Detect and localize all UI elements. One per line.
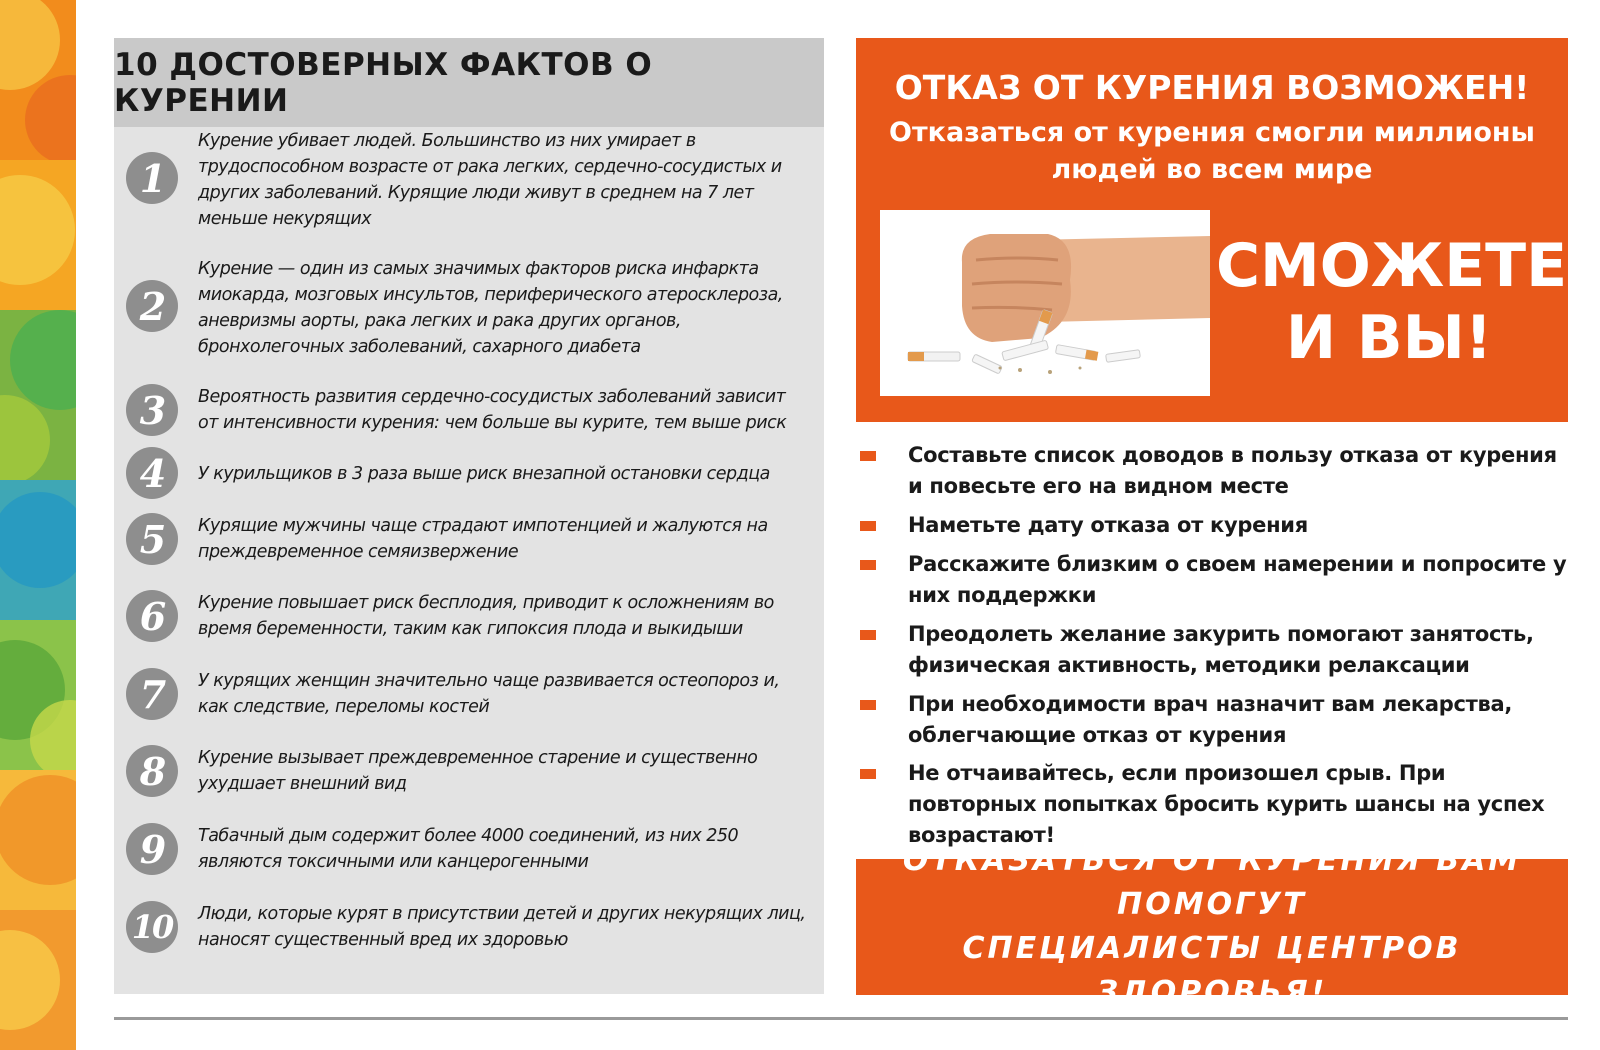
fact-number-badge: 8 [126,745,178,797]
bullet-square-icon [860,521,876,531]
bullet-square-icon [860,451,876,461]
tip-text: Расскажите близким о своем намерении и попросите у них поддержки [908,552,1567,607]
promo-slogan [1216,230,1568,374]
fact-text: Курение убивает людей. Большинство из них умирает в трудоспособном возрасте от рака легких, сердечно-сосудистых и других заболеваний. Курящие люди живут в среднем на 7 лет меньше некурящих [198,131,782,229]
bullet-square-icon [860,700,876,710]
fact-number-badge: 1 [126,152,178,204]
facts-header [114,38,824,127]
fact-text: Курящие мужчины чаще страдают импотенцией и жалуются на преждевременное семяизвержение [198,516,768,562]
fact-number-badge: 7 [126,668,178,720]
promo-title: ОТКАЗ ОТ КУРЕНИЯ ВОЗМОЖЕН! [894,68,1530,107]
help-banner [856,843,1568,1010]
tip-text: Составьте список доводов в пользу отказа от курения и повесьте его на видном месте [908,443,1557,498]
bullet-square-icon [860,769,876,779]
fact-number-badge: 6 [126,590,178,642]
fact-number-badge: 3 [126,384,178,436]
fact-text: Курение повышает риск бесплодия, приводит к осложнениям во время беременности, таким как гипоксия плода и выкидыши [198,593,774,639]
fact-number-badge: 2 [126,280,178,332]
slogan-line-2: И ВЫ! [1285,303,1493,373]
promo-subtitle: Отказаться от курения смогли миллионы людей во всем мире [889,117,1535,185]
tip-text: При необходимости врач назначит вам лекарства, облегчающие отказ от курения [908,692,1513,747]
footer-divider [114,1017,1568,1020]
decorative-side-strip [0,0,76,1050]
fact-text: Люди, которые курят в присутствии детей и других некурящих лиц, наносят существенный вред их здоровью [198,904,806,950]
fact-number-badge: 9 [126,823,178,875]
promo-box [856,38,1568,422]
facts-panel [114,38,824,994]
slogan-line-1: СМОЖЕТЕ [1216,231,1568,301]
banner-line-2: СПЕЦИАЛИСТЫ ЦЕНТРОВ ЗДОРОВЬЯ! [962,931,1462,1010]
bullet-square-icon [860,560,876,570]
banner-line-1: ОТКАЗАТЬСЯ ОТ КУРЕНИЯ ВАМ ПОМОГУТ [902,843,1522,922]
fact-text: Вероятность развития сердечно-сосудистых заболеваний зависит от интенсивности курения: чем больше вы курите, тем выше риск [198,387,787,433]
bullet-square-icon [860,630,876,640]
fact-text: Курение — один из самых значимых факторов риска инфаркта миокарда, мозговых инсультов, периферического атеросклероза, аневризмы аорты, рака легких и рака других органов, бронхолегочных заболеваний, сахарного диабета [198,259,783,357]
fact-text: У курильщиков в 3 раза выше риск внезапной остановки сердца [198,464,770,484]
fist-crushing-cigarettes-image [880,210,1210,396]
fact-number-badge: 5 [126,513,178,565]
fact-number-badge: 10 [126,901,178,953]
facts-title: 10 ДОСТОВЕРНЫХ ФАКТОВ О КУРЕНИИ [114,46,653,119]
fact-text: Табачный дым содержит более 4000 соединений, из них 250 являются токсичными или канцерогенными [198,826,739,872]
tip-text: Преодолеть желание закурить помогают занятость, физическая активность, методики релаксации [908,622,1534,677]
fact-text: Курение вызывает преждевременное старение и существенно ухудшает внешний вид [198,748,758,794]
fact-text: У курящих женщин значительно чаще развивается остеопороз и, как следствие, переломы костей [198,671,780,717]
tip-text: Наметьте дату отказа от курения [908,513,1308,537]
fact-number-badge: 4 [126,447,178,499]
tip-text: Не отчаивайтесь, если произошел срыв. При повторных попытках бросить курить шансы на успех возрастают! [908,761,1545,847]
